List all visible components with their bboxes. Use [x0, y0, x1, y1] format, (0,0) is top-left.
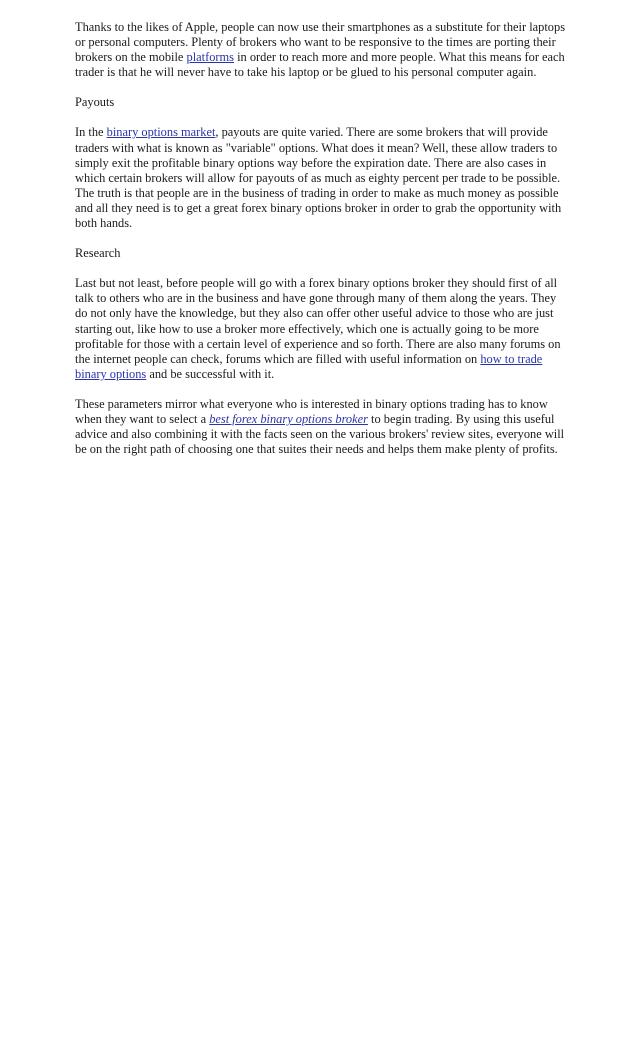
document-page: [75, 20, 565, 472]
conclusion-text-start: These parameters mirror what everyone who is interested in binary options trading has to know when they want to select a: [75, 396, 548, 426]
how-to-trade-binary-options-link[interactable]: how to trade binary options: [75, 351, 543, 381]
research-paragraph: [75, 276, 565, 382]
payouts-heading: Payouts: [75, 95, 115, 110]
payouts-text-end: , payouts are quite varied. There are some brokers that will provide traders with what is known as "variable" options. What does it mean? Well, these allow traders to simply exit the profitable binary options way before the expiration date. There are also cases in which certain brokers will allow for payouts of as much as eighty percent per trade to be possible. The truth is that people are in the business of trading in order to make as much money as possible and all they need is to get a great forex binary options broker in order to grab the opportunity with both hands.: [75, 125, 562, 231]
binary-options-market-link[interactable]: binary options market: [106, 125, 216, 140]
conclusion-paragraph: [75, 397, 565, 457]
research-text-end: and be successful with it.: [146, 366, 275, 381]
research-text-start: Last but not least, before people will go with a forex binary options broker they should first of all talk to others who are in the business and have gone through many of them along the years. They do not only have the knowledge, but they also can offer other useful advice to those who are just starting out, like how to use a broker more effectively, which one is actually going to be more profitable for those with a certain level of experience and so forth. There are also many forums on the internet people can check, forums which are filled with useful information on: [75, 276, 561, 366]
intro-paragraph: [75, 20, 565, 80]
best-forex-broker-link[interactable]: best forex binary options broker: [209, 411, 368, 426]
research-heading: Research: [75, 246, 121, 261]
intro-text-start: Thanks to the likes of Apple, people can now use their smartphones as a substitute for their laptops or personal computers. Plenty of brokers who want to be responsive to the times are porting their brokers on the mobile: [75, 20, 566, 65]
intro-text-end: in order to reach more and more people. What this means for each trader is that he will never have to take his laptop or be glued to his personal computer again.: [75, 50, 565, 80]
conclusion-text-end: to begin trading. By using this useful advice and also combining it with the facts seen on the various brokers' review sites, everyone will be on the right path of choosing one that suites their needs and helps them make plenty of profits.: [75, 411, 565, 457]
payouts-text-start: In the: [75, 125, 107, 140]
payouts-paragraph: [75, 125, 565, 231]
platforms-link[interactable]: platforms: [186, 50, 234, 65]
